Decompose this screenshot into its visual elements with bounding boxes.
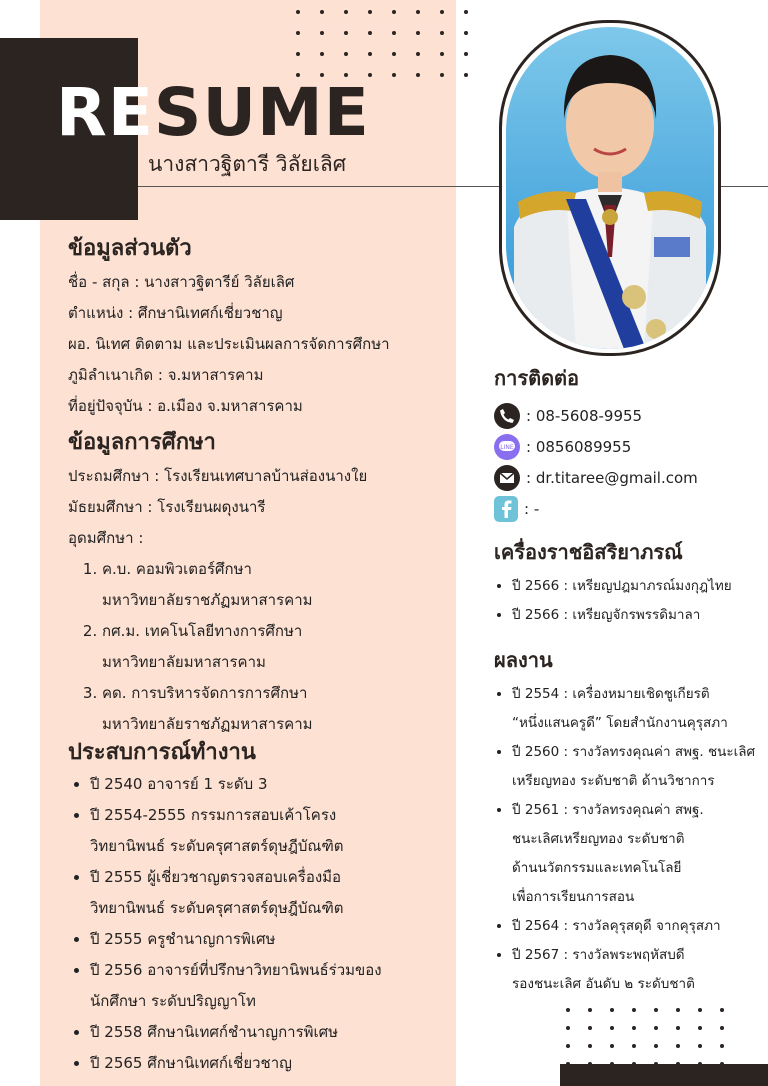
decor-dot: [676, 1044, 680, 1048]
line-icon: [494, 434, 520, 460]
decor-dot: [320, 52, 324, 56]
experience-heading: ประสบการณ์ทำงาน: [68, 740, 256, 765]
contact-facebook: : -: [524, 499, 540, 518]
portrait-illustration: [506, 27, 714, 349]
education-section: [68, 424, 367, 740]
decor-dot: [440, 52, 444, 56]
decor-dot: [416, 73, 420, 77]
decor-dot: [676, 1008, 680, 1012]
title-part-1: RE: [56, 74, 154, 151]
decor-dot: [720, 1026, 724, 1030]
bottom-dark-bar: [560, 1064, 768, 1086]
decor-dot: [566, 1026, 570, 1030]
works-heading: ผลงาน: [494, 648, 553, 672]
decor-dot: [344, 52, 348, 56]
decor-dot: [654, 1044, 658, 1048]
profile-photo-frame: [499, 20, 721, 356]
decor-dot: [720, 1044, 724, 1048]
decor-dot: [464, 73, 468, 77]
contact-facebook-row: [494, 493, 698, 524]
contact-line: : 0856089955: [526, 437, 632, 456]
decor-dot: [588, 1008, 592, 1012]
decor-dot: [344, 31, 348, 35]
profile-photo: [506, 27, 714, 349]
decor-dot: [566, 1044, 570, 1048]
works-section: [494, 644, 764, 999]
decor-dot: [654, 1026, 658, 1030]
dot-pattern-bottom: [566, 1008, 724, 1066]
decor-dot: [296, 52, 300, 56]
decor-dot: [368, 31, 372, 35]
experience-section: [68, 734, 448, 1079]
personal-role-line: ผอ. นิเทศ ติดตาม และประเมินผลการจัดการศึกษา: [68, 335, 390, 353]
experience-item: • ปี 2554-2555 กรรมการสอบเค้าโครง วิทยานิพนธ์ ระดับครุศาสตร์ดุษฎีบัณฑิต: [90, 800, 448, 862]
contact-section: [494, 362, 698, 524]
decorations-heading: เครื่องราชอิสริยาภรณ์: [494, 540, 683, 564]
decor-dot: [440, 73, 444, 77]
person-name: นางสาวฐิตารี วิลัยเลิศ: [148, 152, 347, 176]
title-part-2: SUME: [153, 74, 370, 151]
decor-dot: [440, 10, 444, 14]
education-secondary: มัธยมศึกษา : โรงเรียนผดุงนารี: [68, 498, 266, 516]
work-item: • ปี 2554 : เครื่องหมายเชิดชูเกียรติ “หนึ่งแสนครูดี” โดยสำนักงานคุรุสภา: [512, 680, 764, 738]
experience-item: • ปี 2556 อาจารย์ที่ปรึกษาวิทยานิพนธ์ร่วมของ นักศึกษา ระดับปริญญาโท: [90, 955, 448, 1017]
contact-phone-row: [494, 400, 698, 431]
experience-item: • ปี 2555 ครูชำนาญการพิเศษ: [90, 924, 448, 955]
decorations-list: [494, 572, 764, 630]
works-list: [494, 680, 764, 999]
decor-dot: [392, 73, 396, 77]
decor-dot: [392, 31, 396, 35]
experience-item: • ปี 2558 ศึกษานิเทศก์ชำนาญการพิเศษ: [90, 1017, 448, 1048]
decor-dot: [588, 1044, 592, 1048]
work-item: • ปี 2561 : รางวัลทรงคุณค่า สพฐ. ชนะเลิศเหรียญทอง ระดับชาติ ด้านนวัตกรรมและเทคโนโลยี เพื่อการเรียนการสอน: [512, 796, 764, 912]
decor-dot: [416, 10, 420, 14]
degree-list: [68, 554, 367, 740]
decor-dot: [632, 1008, 636, 1012]
decor-dot: [676, 1026, 680, 1030]
decor-dot: [566, 1008, 570, 1012]
decor-dot: [720, 1008, 724, 1012]
decor-dot: [610, 1044, 614, 1048]
decor-dot: [320, 31, 324, 35]
degree-item: 2. กศ.ม. เทคโนโลยีทางการศึกษา มหาวิทยาลัยมหาสารคาม: [102, 616, 367, 678]
decor-dot: [296, 10, 300, 14]
degree-item: 3. คด. การบริหารจัดการการศึกษา มหาวิทยาลัยราชภัฏมหาสารคาม: [102, 678, 367, 740]
personal-section: [68, 230, 390, 422]
experience-list: [68, 769, 448, 1079]
personal-position-line: ตำแหน่ง : ศึกษานิเทศก์เชี่ยวชาญ: [68, 304, 283, 322]
education-heading: ข้อมูลการศึกษา: [68, 430, 216, 455]
decor-dot: [368, 52, 372, 56]
contact-line-row: [494, 431, 698, 462]
decor-dot: [416, 52, 420, 56]
personal-heading: ข้อมูลส่วนตัว: [68, 236, 192, 261]
decor-dot: [588, 1026, 592, 1030]
experience-item: • ปี 2555 ผู้เชี่ยวชาญตรวจสอบเครื่องมือ วิทยานิพนธ์ ระดับครุศาสตร์ดุษฎีบัณฑิต: [90, 862, 448, 924]
work-item: • ปี 2567 : รางวัลพระพฤหัสบดี รองชนะเลิศ อันดับ ๒ ระดับชาติ: [512, 941, 764, 999]
decor-dot: [464, 10, 468, 14]
decor-dot: [416, 31, 420, 35]
contact-email-row: [494, 462, 698, 493]
decor-dot: [392, 52, 396, 56]
personal-address-line: ที่อยู่ปัจจุบัน : อ.เมือง จ.มหาสารคาม: [68, 397, 303, 415]
decor-dot: [698, 1008, 702, 1012]
work-item: • ปี 2560 : รางวัลทรงคุณค่า สพฐ. ชนะเลิศ เหรียญทอง ระดับชาติ ด้านวิชาการ: [512, 738, 764, 796]
personal-name-line: ชื่อ - สกุล : นางสาวฐิตารีย์ วิลัยเลิศ: [68, 273, 295, 291]
decor-dot: [464, 31, 468, 35]
work-item: • ปี 2564 : รางวัลคุรุสดุดี จากคุรุสภา: [512, 912, 764, 941]
decoration-item: • ปี 2566 : เหรียญจักรพรรดิมาลา: [512, 601, 764, 630]
education-higher-label: อุดมศึกษา :: [68, 529, 144, 547]
decorations-section: [494, 536, 764, 630]
decoration-item: • ปี 2566 : เหรียญปฎมาภรณ์มงกุฎไทย: [512, 572, 764, 601]
contact-heading: การติดต่อ: [494, 366, 580, 390]
contact-phone: : 08-5608-9955: [526, 406, 643, 425]
decor-dot: [464, 52, 468, 56]
decor-dot: [296, 31, 300, 35]
education-primary: ประถมศึกษา : โรงเรียนเทศบาลบ้านส่องนางใย: [68, 467, 368, 485]
experience-item: • ปี 2565 ศึกษานิเทศก์เชี่ยวชาญ: [90, 1048, 448, 1079]
decor-dot: [632, 1026, 636, 1030]
experience-item: • ปี 2540 อาจารย์ 1 ระดับ 3: [90, 769, 448, 800]
svg-text:LINE: LINE: [500, 443, 514, 451]
decor-dot: [440, 31, 444, 35]
personal-birthplace-line: ภูมิลำเนาเกิด : จ.มหาสารคาม: [68, 366, 264, 384]
resume-title: [56, 74, 370, 151]
dot-pattern-top: [296, 10, 468, 77]
decor-dot: [610, 1026, 614, 1030]
phone-icon: [494, 403, 520, 429]
decor-dot: [698, 1044, 702, 1048]
mail-icon: [494, 465, 520, 491]
decor-dot: [392, 10, 396, 14]
degree-item: 1. ค.บ. คอมพิวเตอร์ศึกษา มหาวิทยาลัยราชภัฏมหาสารคาม: [102, 554, 367, 616]
facebook-icon: [494, 496, 518, 522]
contact-email: : dr.titaree@gmail.com: [526, 468, 698, 487]
decor-dot: [610, 1008, 614, 1012]
decor-dot: [632, 1044, 636, 1048]
decor-dot: [368, 10, 372, 14]
decor-dot: [654, 1008, 658, 1012]
decor-dot: [320, 10, 324, 14]
decor-dot: [698, 1026, 702, 1030]
decor-dot: [344, 10, 348, 14]
